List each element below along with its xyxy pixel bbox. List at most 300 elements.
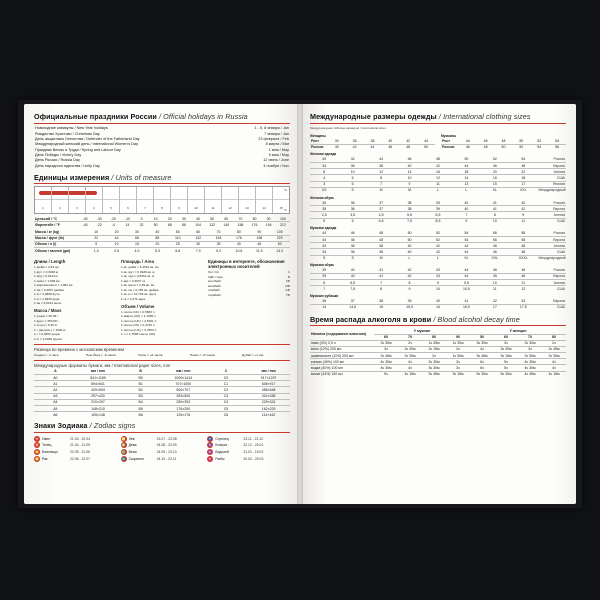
ruler-tick-label: 1 [42, 206, 44, 210]
table-cell: 297×420 [77, 393, 120, 399]
zodiac-date: 20.02 - 20.03 [243, 457, 264, 462]
table-cell: M [408, 188, 411, 193]
table-cell: 5 [323, 219, 326, 224]
table-cell: 3,5 [338, 212, 366, 218]
table-cell: 36 [338, 206, 366, 212]
table-cell: 10 [395, 175, 423, 181]
table-cell: 42 [399, 139, 417, 145]
table-cell: 707×1000 [162, 381, 205, 387]
zodiac-date: 23.07 - 23.08 [156, 436, 177, 441]
table-cell: A4 [34, 399, 77, 405]
table-cell: 42 [424, 249, 452, 255]
conversion-text: 1 см = 0,3937 дюйма [34, 287, 64, 292]
table-cell: 52 [424, 236, 452, 242]
table-cell: B0 [119, 375, 162, 381]
mass-list [34, 314, 116, 341]
table-cell: Новогодние каникулы / New Year holidays [35, 126, 108, 131]
paper-title: Международные форматы бумаги, мм / International paper sizes, mm [34, 360, 290, 368]
table-cell: 198 [249, 235, 269, 241]
table-cell: 44 [452, 273, 480, 279]
table-cell: 3ч [446, 359, 470, 365]
table-cell: 2ч [542, 340, 566, 346]
table-cell: 7 [367, 280, 395, 286]
table-cell: 42 [352, 145, 357, 150]
alcohol-title-ru: Время распада алкоголя в крови [310, 314, 432, 324]
clothing-title-ru: Международные размеры одежды [310, 112, 437, 121]
zodiac-date: 22.12 - 20.01 [243, 443, 264, 448]
table-cell: 12 [521, 286, 526, 291]
table-cell: Англия [538, 280, 567, 286]
table-cell: 50 [205, 216, 219, 222]
table-cell: Россия [311, 145, 324, 150]
table-cell: 110 [168, 235, 188, 241]
table-cell: 132 [188, 235, 208, 241]
table-cell: 66 [127, 235, 147, 241]
women-clothing-table [310, 157, 566, 193]
ruler-tick [154, 187, 171, 213]
clothing-subtitle: Международная таблица размеров / International sizes [310, 125, 386, 130]
table-cell: 14 [322, 305, 327, 310]
table-cell: Россия [538, 200, 567, 206]
table-cell: S [351, 256, 354, 261]
table-cell: 917×1297 [247, 375, 290, 381]
table-cell: -30 [92, 216, 106, 222]
table-cell: 46 [477, 139, 495, 145]
table-cell: 80 [248, 216, 262, 222]
table-cell: 6,5 [338, 280, 366, 286]
table-cell: 44 [452, 268, 480, 274]
conversion-text: 1 кв. дюйм = 6,4516 кв. см [121, 265, 159, 270]
table-cell: коньяк (40%) 100 мл [310, 359, 374, 365]
table-cell: 324×458 [247, 393, 290, 399]
table-cell: Масса / фунт (lb) [34, 235, 86, 241]
table-cell: S [323, 256, 326, 261]
table-cell: 100 [270, 229, 290, 235]
timezones-title: Разница во времени с московским временем [34, 344, 290, 352]
table-cell: Европа [538, 163, 567, 169]
table-header: 70 [518, 334, 542, 340]
table-cell: 22 [509, 169, 537, 175]
ruler-tick [239, 187, 256, 213]
table-cell: 10 [149, 216, 163, 222]
table-cell: 8 [481, 212, 509, 218]
table-cell: 45 [481, 273, 509, 279]
clothing-dual-tables [310, 132, 566, 150]
zodiac-item [121, 436, 204, 442]
table-cell: День защитника Отечества / Defender of the Fatherland Day [35, 136, 140, 141]
table-row [310, 144, 435, 150]
zodiac-item [207, 442, 290, 448]
table-cell: 12 [424, 175, 452, 181]
table-cell: 46 [395, 157, 423, 163]
table-cell: 3ч [374, 346, 398, 352]
conversion-unit: MB [285, 283, 290, 288]
table-cell: 44 [367, 157, 395, 163]
table-cell: шампанское (11%) 200 мл [310, 353, 374, 359]
holidays-title-ru: Официальные праздники России [34, 112, 157, 121]
ruler-tick-label: 11 [211, 206, 215, 210]
table-cell: Международный женский день / International Women's Day [35, 142, 139, 147]
table-header: 90 [446, 334, 470, 340]
timezone-entry: Нью-Йорк = -8 часов [86, 352, 116, 357]
table-cell: День народного единства / Unity Day [35, 163, 100, 168]
table-cell: 9 [395, 181, 423, 187]
table-cell: XXXL [518, 256, 528, 261]
table-cell: 44 [310, 236, 338, 242]
alcohol-title-en: Blood alcohol decay time [437, 314, 520, 324]
paper-table [34, 369, 290, 418]
ruler-tick [256, 187, 273, 213]
units-title-ru: Единицы измерения [34, 172, 110, 182]
table-cell: 36 [310, 298, 338, 304]
table-cell: 36 [338, 163, 366, 169]
table-cell: 353×500 [162, 393, 205, 399]
table-cell: 6ч 30м [476, 372, 488, 377]
table-cell: 50 [168, 229, 188, 235]
table-cell: 3ч [518, 346, 542, 352]
table-cell: Европа [538, 206, 567, 212]
table-cell: 6ч [470, 359, 494, 365]
ruler-tick [86, 187, 103, 213]
table-cell: 6 [338, 175, 366, 181]
conversion-text: 1 л = 1,7598 пинты (UK) [121, 332, 156, 337]
table-cell: Япония [538, 181, 567, 187]
zodiac-date: 24.09 - 23.10 [156, 450, 177, 455]
table-cell: 3ч 15м [494, 353, 518, 359]
ruler-tick [69, 187, 86, 213]
table-cell: 3ч 30м [422, 359, 446, 365]
table-cell: 458×648 [247, 387, 290, 393]
women-clothing-title: Женская одежда [310, 152, 337, 157]
area-title: Площадь / Area [121, 259, 154, 265]
table-cell: 54 [452, 231, 480, 237]
table-cell: A6 [53, 412, 58, 417]
table-cell: США [556, 305, 565, 310]
table-cell: 2ч 50м [518, 353, 542, 359]
table-cell: 41 [452, 298, 480, 304]
table-cell: 25 [168, 241, 188, 247]
zodiac-item [207, 449, 290, 455]
table-cell: 10 [492, 219, 497, 224]
table-cell: Россия [538, 157, 567, 163]
table-cell: 6 [310, 280, 338, 286]
area-list [121, 265, 203, 301]
table-cell: 10 [338, 169, 366, 175]
table-cell: Праздник Весны и Труда / Spring and Labour Day [35, 147, 121, 152]
table-cell: 46 [338, 236, 366, 242]
ruler-tick-label: 13 [245, 206, 249, 210]
table-cell: 35 [208, 241, 228, 247]
table-cell: 16 [481, 175, 509, 181]
conversion-unit: KB [285, 279, 290, 284]
conversion-unit: B [287, 274, 290, 279]
zodiac-item [207, 456, 290, 462]
table-cell: 46 [338, 231, 366, 237]
table-cell: C3 [205, 393, 248, 399]
table-cell: 12 июня / June [263, 158, 289, 163]
table-row [34, 163, 290, 168]
table-cell: США [538, 175, 567, 181]
table-cell: 4 [310, 175, 338, 181]
conversion-text: 1 пинта (UK) = 0,5683 л [121, 310, 155, 314]
clothing-title-en: International clothing sizes [443, 112, 531, 121]
ruler-tick [273, 187, 289, 213]
table-cell: 15 [379, 305, 384, 310]
table-cell: 125×176 [176, 412, 191, 417]
table-row [310, 286, 566, 292]
ruler-tick-label: 14 [262, 206, 266, 210]
table-cell: 2ч 15м [422, 346, 446, 352]
table-cell: 15 [481, 181, 509, 187]
table-cell: 86 [181, 222, 186, 227]
conversion-text: 1 пинта (US) = 0,4732 л [121, 323, 155, 328]
table-cell: 50 [395, 236, 423, 242]
table-cell: Рождество Христово / Christmas Day [35, 131, 100, 136]
table-cell: 2ч 30м [518, 340, 542, 346]
table-cell: 1 - 5, 8 января / Jan [254, 126, 289, 131]
conversion-text: 1 га = 2,471 акра [121, 296, 146, 301]
table-cell: L [408, 256, 411, 261]
table-cell: 42 [424, 163, 452, 169]
table-cell: A3 [34, 393, 77, 399]
timezone-entry: Лондон = -3 часа [34, 352, 59, 357]
table-cell: 88 [147, 235, 167, 241]
table-cell: 841×1189 [77, 375, 120, 381]
table-row [310, 218, 566, 224]
zodiac-column [34, 435, 117, 463]
zodiac-name: Близнецы [42, 450, 58, 455]
zodiac-item [34, 442, 117, 448]
table-header: B [119, 369, 162, 375]
zodiac-item [34, 449, 117, 455]
table-cell: 43 [424, 273, 452, 279]
length-list [34, 265, 116, 305]
table-cell: B4 [119, 399, 162, 405]
table-cell: A0 [34, 375, 77, 381]
table-cell: 194 [265, 222, 272, 227]
table-cell: 1.3 [93, 248, 99, 253]
ruler-tick [103, 187, 120, 213]
table-cell: 4ч 15м [548, 372, 560, 377]
table-cell: 9 [424, 280, 452, 286]
table-header: C [205, 369, 248, 375]
table-cell: Англия [538, 169, 567, 175]
table-cell: 40 [338, 273, 366, 279]
table-header: A [34, 369, 77, 375]
table-cell: 39 [310, 268, 338, 274]
table-cell: XXL [491, 256, 499, 261]
table-cell: 20 [106, 229, 126, 235]
zodiac-symbol-icon: ♒ [208, 450, 213, 455]
table-cell: 1ч 45м [422, 340, 446, 346]
table-cell: 12 [367, 169, 395, 175]
table-cell: 35 [310, 206, 338, 212]
table-cell: 2ч 30м [374, 340, 398, 346]
table-cell: 14 [395, 169, 423, 175]
table-cell: 40 [381, 139, 399, 145]
table-cell: 54 [509, 157, 537, 163]
table-cell: 40 [452, 206, 480, 212]
zodiac-name: Козерог [215, 443, 228, 448]
zodiac-name: Рак [42, 457, 48, 462]
table-cell: 42 [509, 206, 537, 212]
table-cell: 58 [509, 231, 537, 237]
table-cell: Англия [538, 243, 567, 249]
table-cell: 38 [367, 243, 395, 249]
table-cell: 4ч [398, 359, 422, 365]
table-cell: -20 [106, 216, 120, 222]
zodiac-date: 22.05 - 21.06 [70, 450, 90, 455]
table-cell: 4ч 30м [518, 365, 542, 371]
table-cell: 41 [481, 200, 509, 206]
table-cell: День России / Russia Day [35, 158, 80, 163]
table-cell: 8 [367, 175, 395, 181]
table-cell: 7 [452, 212, 480, 218]
table-cell: 10 [436, 286, 440, 291]
table-cell: 500×707 [162, 387, 205, 393]
table-cell: 37 [338, 298, 366, 304]
table-cell: 90 [262, 216, 276, 222]
table-cell: 16 [424, 169, 452, 175]
table-cell: 52 [519, 145, 524, 150]
table-cell: 40 [395, 163, 423, 169]
table-cell: 90 [249, 229, 269, 235]
conversion-text: 1 фунт = 453,59 г [34, 318, 59, 323]
table-cell: Объем / галлон (gal) [35, 248, 71, 253]
table-cell: 39 [424, 200, 452, 206]
conversion-text: 1 кв. м = 10,764 кв. фута [121, 292, 157, 297]
zodiac-name: Дева [128, 443, 137, 448]
table-header: У женщин [470, 328, 566, 334]
table-cell: 2ч [398, 340, 422, 346]
table-cell: 4ч [542, 359, 566, 365]
table-cell: 1ч 50м [446, 353, 470, 359]
table-cell: 8,5 [435, 219, 441, 224]
table-cell: вино (12%) 200 мл [310, 346, 374, 352]
table-cell: Россия [538, 231, 567, 237]
table-cell: 44 [452, 163, 480, 169]
table-cell: 158 [237, 222, 244, 227]
table-cell: 210×297 [77, 399, 120, 405]
table-cell: 4,5 [367, 212, 395, 218]
men-shoes-table [310, 268, 566, 292]
table-cell: 34 [310, 163, 338, 169]
table-cell: 114×162 [261, 412, 276, 417]
table-cell: 54 [548, 139, 566, 145]
zodiac-symbol-icon: ♊ [35, 450, 39, 455]
table-cell: Россия [538, 268, 567, 274]
table-cell: 70 [233, 216, 247, 222]
table-row [441, 144, 566, 150]
table-cell: -4 [111, 222, 115, 227]
table-cell: 46 [509, 268, 537, 274]
table-cell: 20 [163, 216, 177, 222]
table-cell: 43 [509, 298, 537, 304]
table-cell: 3ч [446, 365, 470, 371]
conversion-text: 1 акр = 0,4047 га [121, 278, 146, 283]
table-cell: 154 [208, 235, 228, 241]
table-cell: 36 [338, 200, 366, 206]
table-cell: 39 [424, 206, 452, 212]
table-cell: 3ч [494, 340, 518, 346]
zodiac-symbol-icon: ♓ [208, 457, 213, 462]
ruler-label-f: °F [283, 208, 287, 212]
clothing-heading: Международные размеры одежды / International clothing sizes [310, 112, 566, 124]
zodiac-title-ru: Знаки Зодиака [34, 421, 88, 431]
table-cell: 50 [501, 145, 506, 150]
table-cell: 20 [481, 169, 509, 175]
table-cell: 20 [147, 241, 167, 247]
ruler-tick-label: 2 [59, 206, 61, 210]
table-cell: 7.9 [195, 248, 201, 253]
table-cell: Россия [442, 145, 455, 150]
table-cell: C5 [205, 406, 248, 412]
table-cell: 9.2 [216, 248, 221, 253]
table-cell: 44 [310, 231, 338, 237]
table-cell: Масса / кг (kg) [34, 229, 86, 235]
table-cell: 52 [530, 139, 548, 145]
table-cell: 4ч 45м [524, 372, 536, 377]
table-cell: 5ч [494, 365, 518, 371]
conversion-text: 1 кв. фут = 0,0929 кв. м [121, 269, 155, 274]
table-cell: 68 [167, 222, 172, 227]
table-cell: Фаренгейт / °F [35, 222, 60, 227]
table-cell: 11 [493, 286, 497, 291]
table-cell: 122 [209, 222, 216, 227]
zodiac-name: Телец [42, 443, 52, 448]
table-cell: 176×250 [162, 406, 205, 412]
ruler-tick [35, 187, 52, 213]
digital-units-title: Единицы в интернете, обозначения электронных носителей [208, 259, 285, 270]
ruler-label-c: °C [283, 188, 287, 192]
table-cell: 34 [328, 139, 346, 145]
zodiac-column [121, 435, 204, 463]
volume-list [121, 310, 203, 337]
conversion-text: 1 миля = 1,609 км [34, 278, 60, 283]
table-cell: 48 [509, 249, 537, 255]
table-cell: США [556, 286, 565, 291]
table-cell: 39 [395, 298, 423, 304]
conversion-text: 1 м = 3,2808 фута [34, 292, 60, 297]
women-head: Женщины [310, 134, 326, 138]
table-cell: 46 [388, 145, 393, 150]
diary-spread [24, 104, 576, 504]
table-cell: 34 [310, 243, 338, 249]
table-cell: 6,5 [424, 212, 452, 218]
table-cell: 3ч 45м [428, 372, 440, 377]
holidays-title-en: Official holidays in Russia [163, 112, 248, 121]
men-shoes-title: Мужская обувь [310, 263, 335, 268]
left-page [24, 104, 300, 504]
ruler-tick [137, 187, 154, 213]
table-cell: 46 [465, 145, 470, 150]
table-cell: 44 [106, 235, 126, 241]
table-cell: 44 [452, 243, 480, 249]
temperature-table [34, 216, 290, 227]
table-cell: 70 [208, 229, 228, 235]
mass-title: Масса / Mass [34, 308, 62, 314]
table-cell: 2ч [446, 346, 470, 352]
table-cell: 37 [367, 200, 395, 206]
table-cell: 44 [459, 139, 477, 145]
table-cell: 6.6 [175, 248, 181, 253]
table-cell: 48 [509, 243, 537, 249]
table-cell: 4ч 15м [404, 372, 416, 377]
conversion-text: 1 кварта (UK) = 1,1365 л [121, 314, 156, 319]
women-shoes-table [310, 200, 566, 224]
table-cell: 11 [521, 219, 526, 224]
zodiac-item [121, 442, 204, 448]
